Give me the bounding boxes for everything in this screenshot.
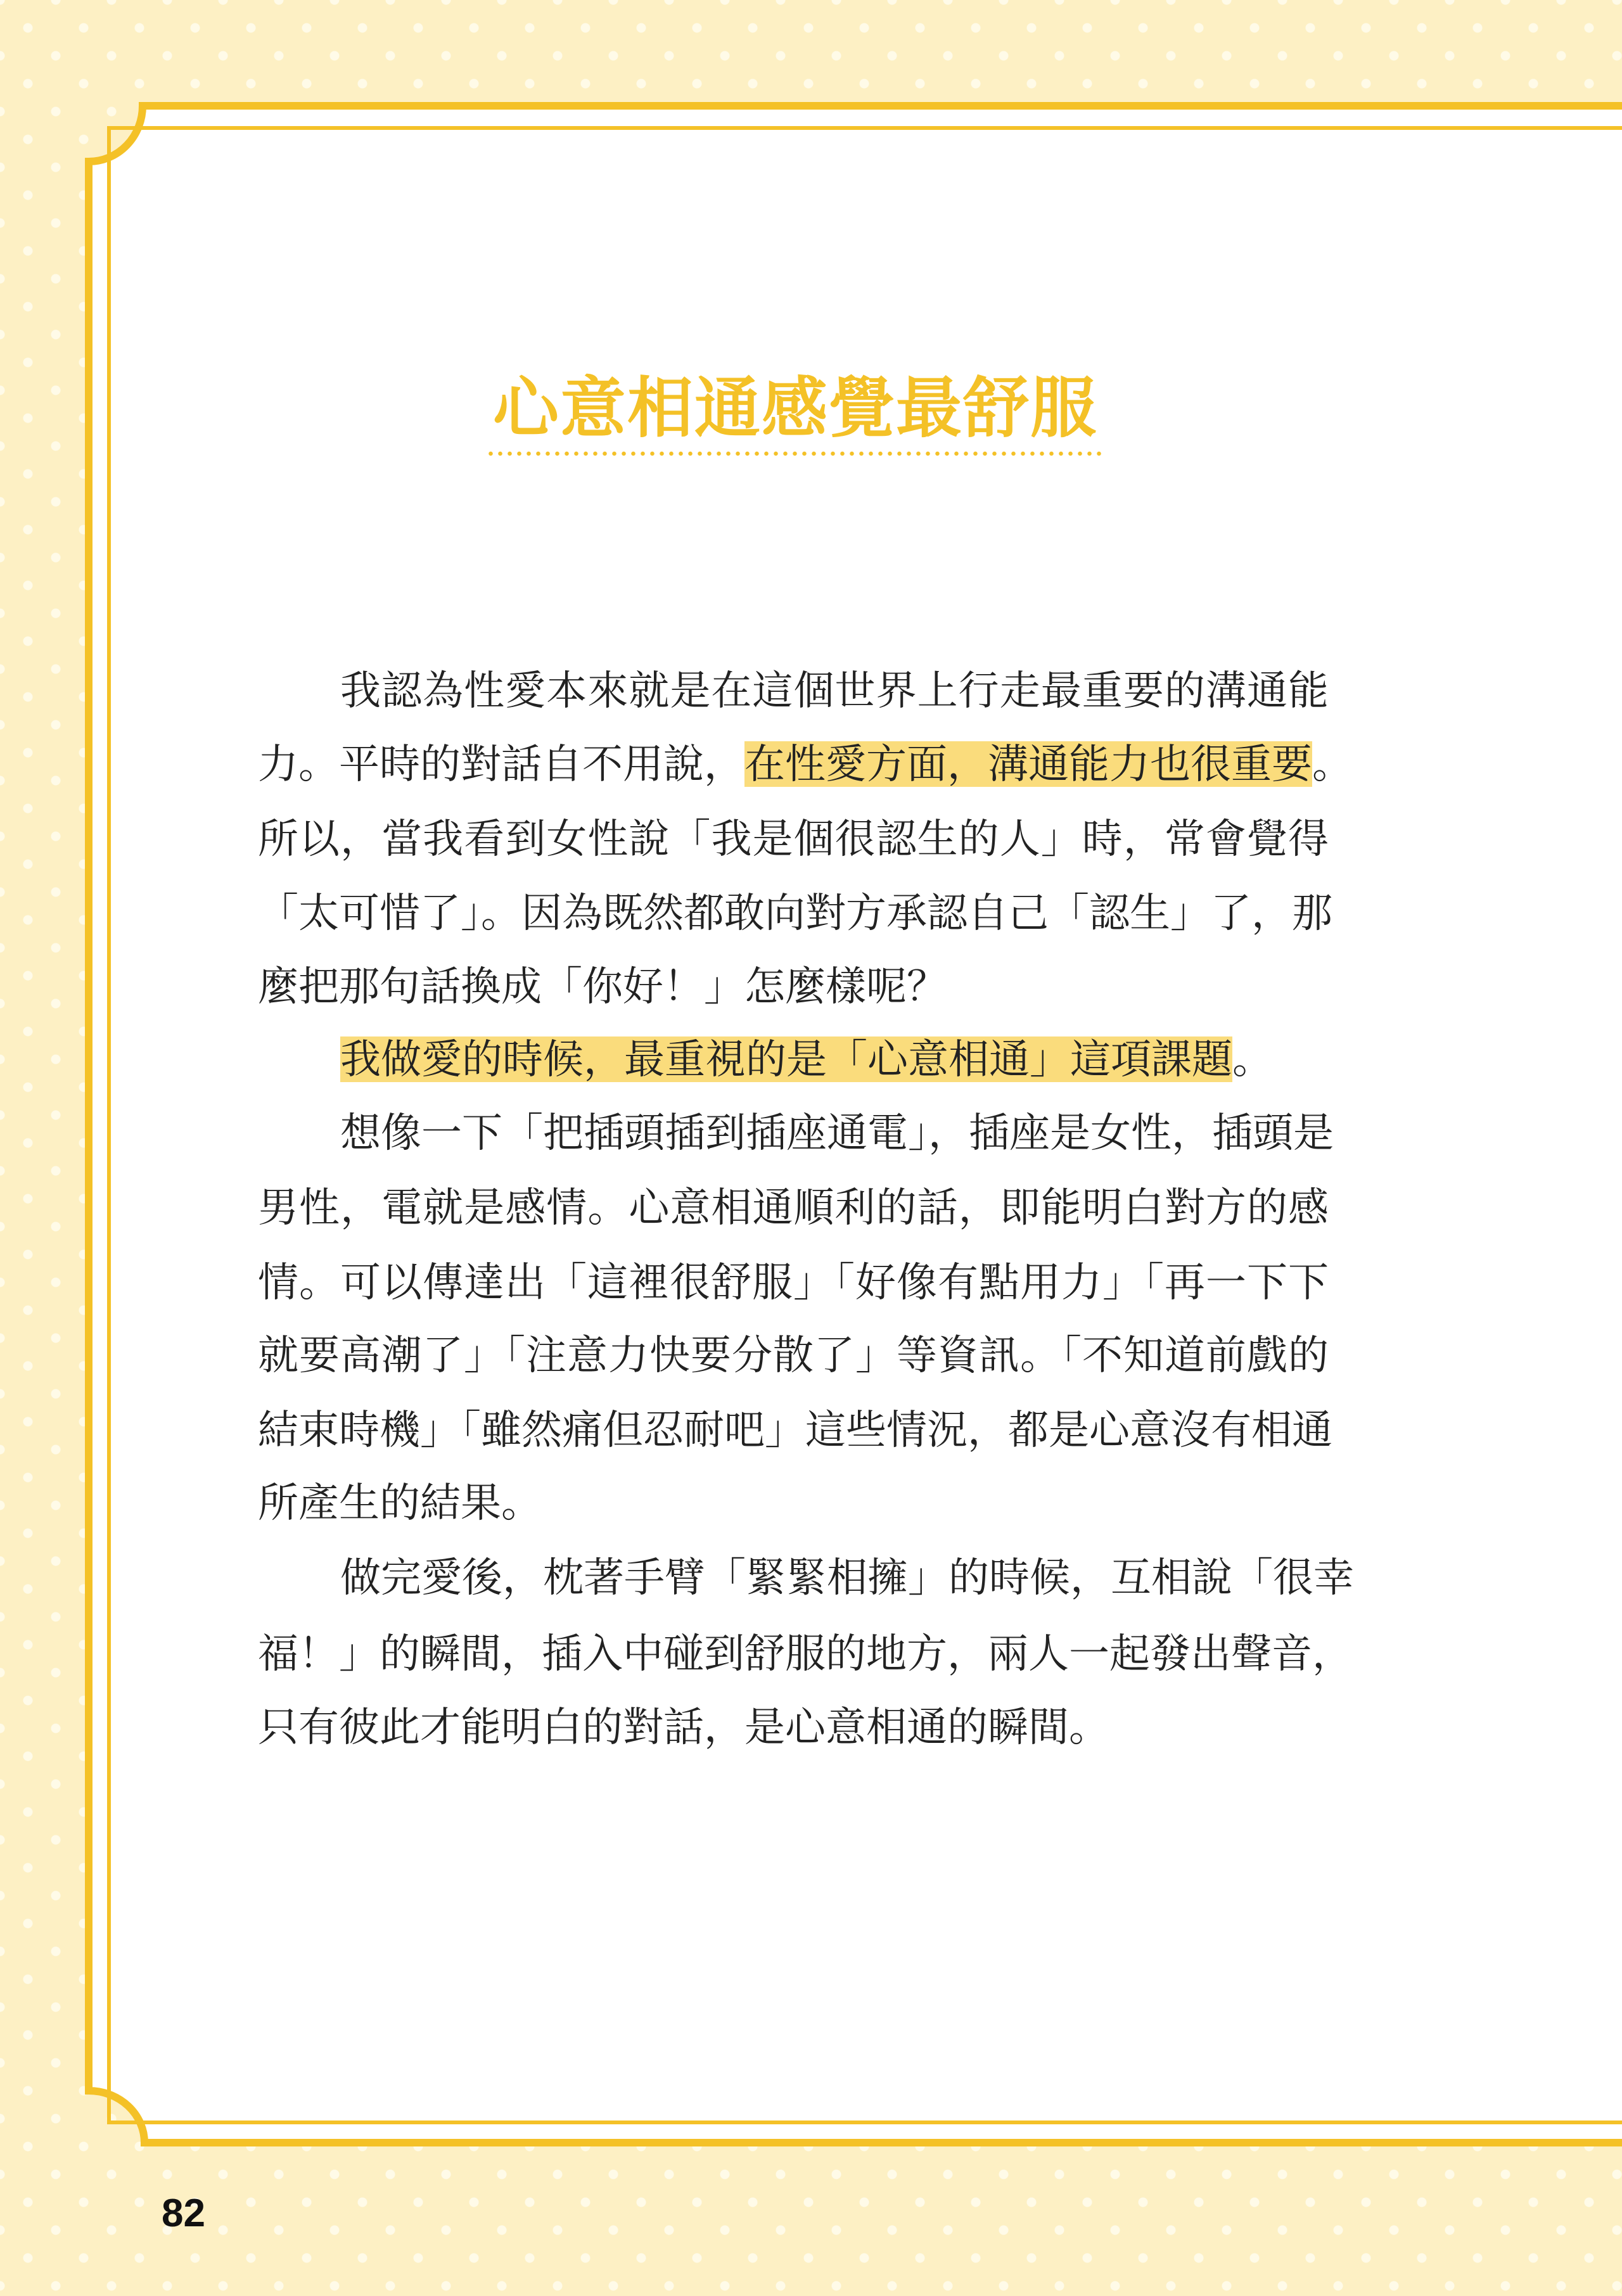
page-number: 82: [162, 2191, 205, 2235]
highlighted-text: 我做愛的時候，最重視的是「心意相通」這項課題: [340, 1036, 1232, 1082]
title-dotted-underline: [486, 451, 1105, 456]
body-line: 結束時機」「雖然痛但忍耐吧」這些情況，都是心意沒有相通: [258, 1407, 1332, 1453]
body-line: 福！」的瞬間，插入中碰到舒服的地方，兩人一起發出聲音，: [258, 1631, 1353, 1676]
body-line: 麼把那句話換成「你好！」怎麼樣呢？: [258, 964, 947, 1009]
body-line: 就要高潮了」「注意力快要分散了」等資訊。「不知道前戲的: [258, 1332, 1329, 1378]
page-title: 心意相通感覺最舒服: [492, 372, 1097, 445]
body-line: [340, 1034, 1329, 1085]
body-line: [258, 739, 1353, 789]
body-line: 男性，電就是感情。心意相通順利的話，即能明白對方的感: [258, 1185, 1329, 1230]
highlighted-text: 在性愛方面，溝通能力也很重要: [744, 741, 1312, 787]
text: 力。平時的對話自不用說，: [258, 741, 744, 787]
body-line: 只有彼此才能明白的對話，是心意相通的瞬間。: [258, 1704, 1109, 1750]
body-line: 想像一下「把插頭插到插座通電」，插座是女性，插頭是: [340, 1110, 1334, 1156]
body-line: 所產生的結果。: [258, 1480, 542, 1526]
body-line: 情。可以傳達出「這裡很舒服」「好像有點用力」「再一下下: [258, 1260, 1329, 1305]
body-line: 做完愛後，枕著手臂「緊緊相擁」的時候，互相說「很幸: [340, 1555, 1354, 1600]
text: 。: [1312, 741, 1353, 787]
body-line: 「太可惜了」。因為既然都敢向對方承認自己「認生」了，那: [258, 890, 1332, 936]
text: 。: [1232, 1036, 1273, 1082]
body-line: 我認為性愛本來就是在這個世界上行走最重要的溝通能: [340, 668, 1329, 713]
body-line: 所以，當我看到女性說「我是個很認生的人」時，常會覺得: [258, 816, 1329, 862]
